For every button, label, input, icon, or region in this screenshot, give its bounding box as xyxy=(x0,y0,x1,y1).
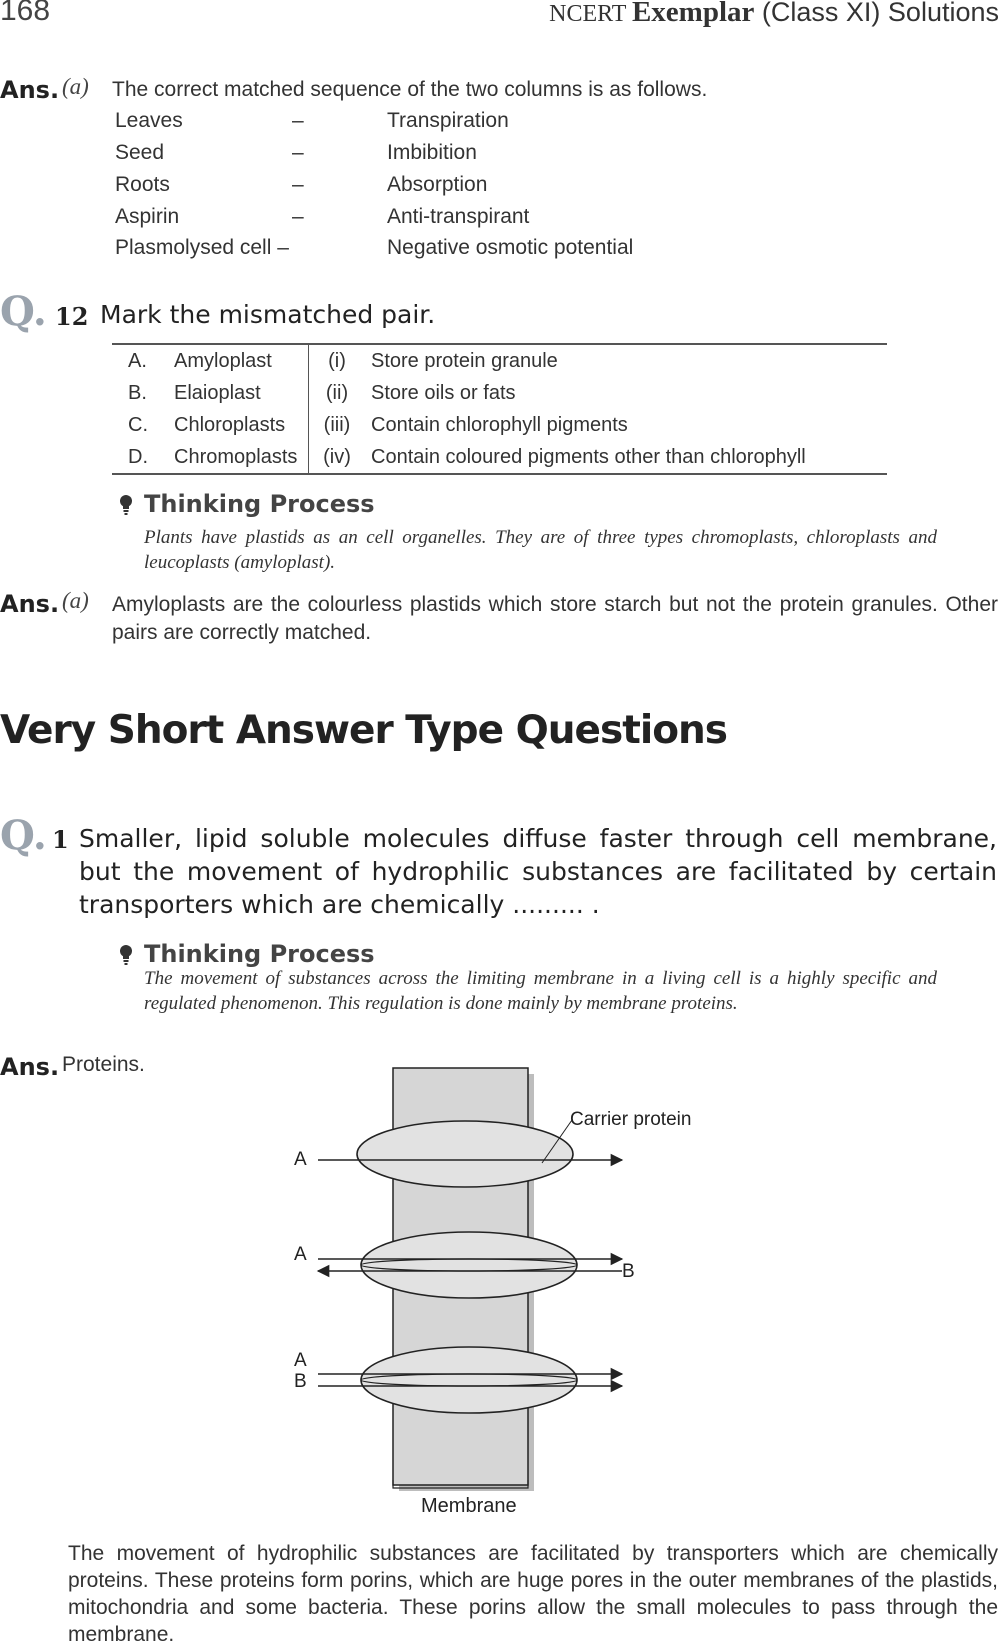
mismatch-table xyxy=(112,345,812,473)
carrier-protein-bottom xyxy=(361,1347,577,1413)
pair-left: Plasmolysed cell – xyxy=(115,236,289,259)
answer-label: Ans. xyxy=(0,590,60,618)
row-item: Chromoplasts xyxy=(168,441,309,473)
answer-text: Amyloplasts are the colourless plastids which store starch but not the protein granules. Other pairs are correctly matched. xyxy=(112,593,998,644)
label-b: B xyxy=(622,1261,635,1282)
row-roman: (iii) xyxy=(323,413,351,436)
pair-right: Imbibition xyxy=(387,141,477,164)
question-text: Smaller, lipid soluble molecules diffuse faster through cell membrane, but the movement of hydrophilic substances are facilitated by certain transporters which are chemically ......... . xyxy=(79,824,997,919)
row-desc: Store protein granule xyxy=(371,349,558,372)
table-row xyxy=(112,441,812,473)
pair-right: Anti-transpirant xyxy=(387,205,530,228)
answer-label: Ans. xyxy=(0,1053,60,1081)
question-mark: Q. xyxy=(0,288,47,335)
row-letter: C. xyxy=(128,413,148,436)
answer-label: Ans. xyxy=(0,76,60,104)
question-number: 1 xyxy=(52,825,69,854)
pair-right: Absorption xyxy=(387,173,488,196)
pair-dash: – xyxy=(292,141,304,164)
row-desc: Store oils or fats xyxy=(371,381,516,404)
pair-left: Leaves xyxy=(115,109,183,132)
pair-right: Transpiration xyxy=(387,109,509,132)
pair-dash: – xyxy=(292,109,304,132)
label-a: A xyxy=(294,1350,307,1371)
table-row xyxy=(112,409,812,441)
row-letter: D. xyxy=(128,445,148,468)
table-row xyxy=(112,377,812,409)
answer-intro: The correct matched sequence of the two columns is as follows. xyxy=(112,78,708,101)
row-desc: Contain chlorophyll pigments xyxy=(371,413,628,436)
carrier-protein-label: Carrier protein xyxy=(570,1109,692,1130)
label-a: A xyxy=(294,1149,307,1170)
pair-dash: – xyxy=(292,173,304,196)
membrane-label: Membrane xyxy=(421,1495,517,1517)
row-item: Chloroplasts xyxy=(168,409,309,441)
book-title xyxy=(549,0,999,29)
title-ncert: NCERT xyxy=(549,1,632,27)
mismatch-table-frame xyxy=(112,343,887,475)
table-row xyxy=(112,345,812,377)
row-item: Elaioplast xyxy=(168,377,309,409)
pair-dash: – xyxy=(292,205,304,228)
row-desc: Contain coloured pigments other than chlorophyll xyxy=(371,445,806,468)
thinking-process-title: Thinking Process xyxy=(144,490,375,518)
answer-option: (a) xyxy=(62,74,89,99)
label-b: B xyxy=(294,1371,307,1392)
row-letter: B. xyxy=(128,381,147,404)
row-roman: (ii) xyxy=(325,381,349,404)
title-rest: (Class XI) Solutions xyxy=(754,0,999,27)
question-text: Mark the mismatched pair. xyxy=(100,300,436,329)
bulb-icon xyxy=(118,944,134,971)
answer-option: (a) xyxy=(62,588,89,613)
pair-left: Seed xyxy=(115,141,165,164)
row-letter: A. xyxy=(128,349,147,372)
section-heading: Very Short Answer Type Questions xyxy=(0,708,727,753)
closing-paragraph: The movement of hydrophilic substances are facilitated by transporters which are chemically proteins. These proteins form porins, which are huge pores in the outer membranes of the plastids, mitochondria and some bacteria. These porins allow the small molecules to pass through the membrane. xyxy=(68,1542,998,1646)
answer-text: Proteins. xyxy=(62,1053,145,1076)
page-number: 168 xyxy=(0,0,51,27)
carrier-protein-top xyxy=(357,1121,573,1187)
row-roman: (iv) xyxy=(323,445,351,468)
label-a: A xyxy=(294,1244,307,1265)
row-item: Amyloplast xyxy=(168,345,309,377)
pair-left: Aspirin xyxy=(115,205,180,228)
thinking-process-title: Thinking Process xyxy=(144,940,375,968)
title-exemplar: Exemplar xyxy=(631,0,755,28)
bulb-icon xyxy=(118,494,134,521)
carrier-protein-middle xyxy=(361,1232,577,1298)
pair-left: Roots xyxy=(115,173,170,196)
question-number: 12 xyxy=(55,302,89,331)
thinking-process-text: The movement of substances across the limiting membrane in a living cell is a highly specific and regulated phenomenon. This regulation is done mainly by membrane proteins. xyxy=(144,968,937,1014)
row-roman: (i) xyxy=(328,349,346,372)
pair-right: Negative osmotic potential xyxy=(387,236,634,259)
question-mark: Q. xyxy=(0,812,47,859)
thinking-process-text: Plants have plastids as an cell organelles. They are of three types chromoplasts, chloroplasts and leucoplasts (amyloplast). xyxy=(144,527,937,573)
